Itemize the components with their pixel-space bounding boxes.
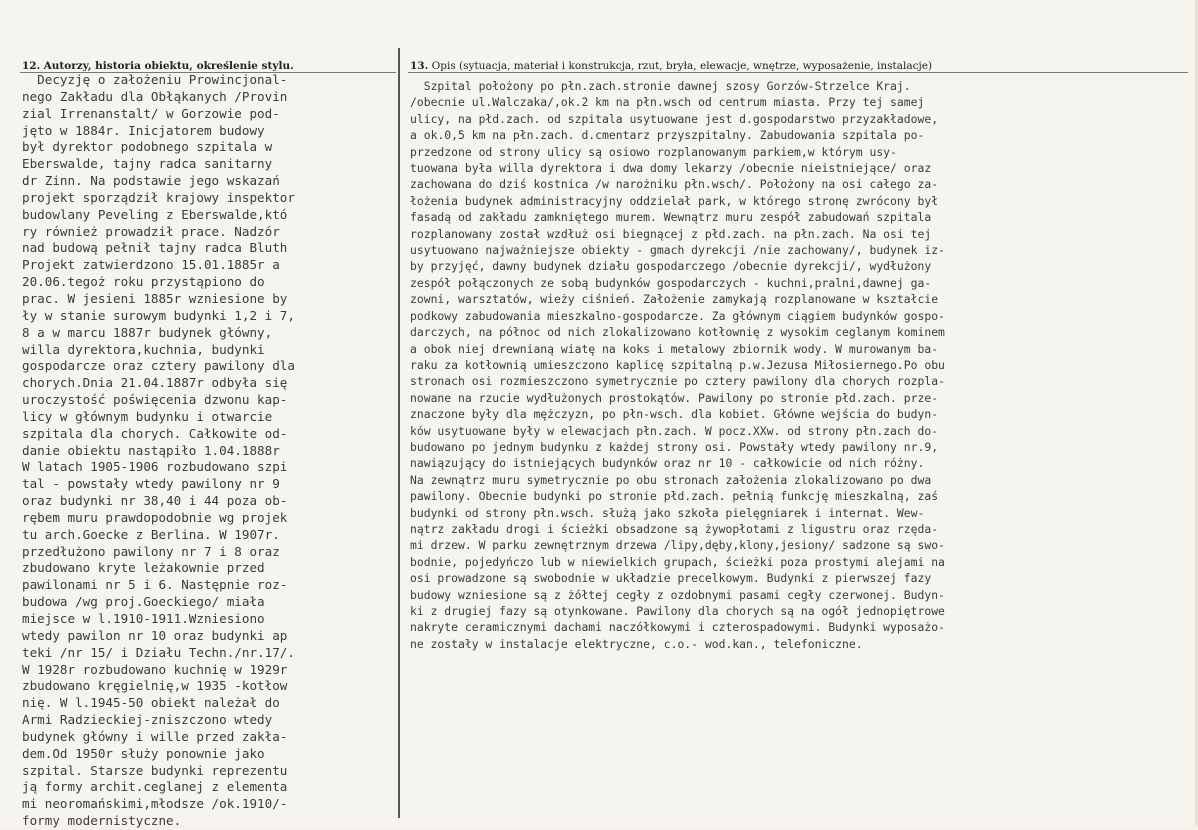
- description-line: zachowana do dziś kostnica /w narożniku płn.wsch/. Położony na osi całego za-: [410, 177, 939, 192]
- description-line: budynki od strony płn.wsch. służą jako szkoła pielęgniarek i internat. Wew-: [410, 505, 925, 520]
- description-line: łożenia budynek administracyjny oddzielał park, w którego stronę zwrócony był: [410, 193, 939, 208]
- section-13-rule: [408, 72, 1188, 73]
- description-line: stronach osi rozmieszczono symetrycznie po cztery pawilony dla chorych rozpla-: [410, 374, 945, 389]
- history-line: mi neoromańskimi,młodsze /ok.1910/-: [22, 796, 288, 812]
- section-13-number: 13.: [410, 60, 429, 72]
- history-line: nię. W l.1945-50 obiekt należał do: [22, 695, 280, 711]
- description-line: fasadą od zakładu zamkniętego murem. Wewnątrz muru zespół zabudowań szpitala: [410, 210, 932, 225]
- column-divider: [398, 48, 400, 818]
- description-line: nowane na rzucie wydłużonych prostokątów. Pawilony po stronie płd.zach. prze-: [410, 390, 939, 405]
- description-line: przedzone od strony ulicy są osiowo rozplanowanym parkiem,w którym usy-: [410, 144, 897, 159]
- description-line: znaczone były dla mężczyzn, po płn-wsch. dla kobiet. Główne wejścia do budyn-: [410, 407, 939, 422]
- description-line: nakryte ceramicznymi dachami naczółkowymi i czterospadowymi. Budynki wyposażo-: [410, 620, 945, 635]
- description-line: pawilony. Obecnie budynki po stronie płd.zach. pełnią funkcję mieszkalną, zaś: [410, 489, 939, 504]
- section-12-header: [22, 60, 294, 72]
- history-line: budowlany Peveling z Eberswalde,któ: [22, 206, 288, 222]
- description-line: darczych, na północ od nich zlokalizowano kotłownię z wysokim ceglanym kominem: [410, 325, 945, 340]
- history-line: 8 a w marcu 1887r budynek główny,: [22, 324, 273, 340]
- section-12-title: Autorzy, historia obiektu, określenie stylu.: [43, 60, 294, 72]
- history-line: uroczystość poświęcenia dzwonu kap-: [22, 392, 288, 408]
- description-line: usytuowano najważniejsze obiekty - gmach dyrekcji /nie zachowany/, budynek iz-: [410, 243, 945, 258]
- history-line: budowa /wg proj.Goeckiego/ miała: [22, 594, 265, 610]
- description-line: osi prowadzone są swobodnie w układzie precelkowym. Budynki z pierwszej fazy: [410, 571, 932, 586]
- history-line: zbudowano kręgielnię,w 1935 -kotłow: [22, 678, 288, 694]
- description-line: nątrz zakładu drogi i ścieżki obsadzone są żywopłotami z ligustru oraz rzędа-: [410, 521, 939, 536]
- history-line: miejsce w l.1910-1911.Wzniesiono: [22, 611, 265, 626]
- history-line: nad budową pełnił tajny radca Bluth: [22, 240, 288, 256]
- history-line: chorych.Dnia 21.04.1887r odbyła się: [22, 375, 288, 391]
- description-line: Na zewnątrz muru symetrycznie po obu stronach założenia zlokalizowano po dwa: [410, 472, 932, 487]
- section-13-header: [410, 60, 932, 72]
- description-line: tuowana była willa dyrektora i dwa domy lekarzy /obecnie nieistniejące/ oraz: [410, 161, 932, 176]
- history-line: Eberswalde, tajny radca sanitarny: [22, 156, 273, 172]
- description-line: zowni, warsztatów, wieży ciśnień. Założenie zamykają rozplanowane w kształcie: [410, 292, 939, 307]
- history-line: zbudowano kryte leżakownie przed: [22, 560, 265, 576]
- history-line: prac. W jesieni 1885r wzniesione by: [22, 290, 288, 306]
- description-line: raku za kotłownią umieszczono kaplicę szpitalną p.w.Jezusa Miłosiernego.Po obu: [410, 357, 945, 372]
- history-line: przedłużono pawilony nr 7 i 8 oraz: [22, 543, 280, 559]
- history-line: danie obiektu nastąpiło 1.04.1888r: [22, 442, 280, 458]
- description-line: by przyjęć, dawny budynek działu gospodarczego /obecnie dyrekcji/, wydłużony: [410, 259, 932, 274]
- description-line: ne zostały w instalacje elektryczne, c.o.- wod.kan., telefoniczne.: [410, 636, 863, 651]
- description-line: podkowy zabudowania mieszkalno-gospodarcze. Za głównym ciągiem budynków gospo-: [410, 308, 945, 323]
- description-line: budowy wzniesione są z żółtej cegły z ozdobnymi pasami cegły czerwonej. Budyn-: [410, 587, 945, 602]
- description-line: ków usytuowane były w elewacjach płn.zach. W pocz.XXw. od strony płn.zach do-: [410, 423, 939, 438]
- description-line: Szpital położony po płn.zach.stronie dawnej szosy Gorzów-Strzelce Kraj.: [410, 79, 911, 93]
- history-line: W 1928r rozbudowano kuchnię w 1929r: [22, 661, 288, 677]
- description-line: zespół połączonych ze sobą budynków gospodarczych - kuchni,pralni,dawnej ga-: [410, 275, 932, 290]
- history-line: 20.06.tegoż roku przystąpiono do: [22, 274, 265, 290]
- history-line: nego Zakładu dla Obłąkanych /Provin: [22, 88, 288, 104]
- history-line: oraz budynki nr 38,40 i 44 poza ob-: [22, 493, 288, 509]
- history-line: formy modernistyczne.: [22, 813, 182, 829]
- description-line: ulicy, na płd.zach. od szpitala usytuowane jest d.gospodarstwo przyzakładowe,: [410, 111, 939, 126]
- history-line: ry również prowadził prace. Nadzór: [22, 223, 280, 239]
- description-line: nawiązujący do istniejących budynków oraz nr 10 - całkowicie od nich różny.: [410, 456, 925, 471]
- description-line: a ok.0,5 km na płn.zach. d.cmentarz przyszpitalny. Zabudowania szpitala po-: [410, 128, 925, 143]
- history-line: wtedy pawilon nr 10 oraz budynki ap: [22, 627, 288, 643]
- history-line: dr Zinn. Na podstawie jego wskazań: [22, 173, 280, 189]
- section-12-number: 12.: [22, 60, 41, 72]
- history-line: projekt sporządził krajowy inspektor: [22, 189, 295, 205]
- description-line: /obecnie ul.Walczaka/,ok.2 km na płn.wsch od centrum miasta. Przy tej samej: [410, 95, 925, 110]
- history-typed-text: [22, 72, 295, 830]
- history-line: szpital. Starsze budynki reprezentu: [22, 762, 288, 778]
- history-line: jęto w 1884r. Inicjatorem budowy: [22, 122, 265, 138]
- description-typed-text: [410, 78, 945, 652]
- history-line: W latach 1905-1906 rozbudowano szpi: [22, 459, 288, 475]
- description-line: bodnie, pojedyńczo lub w niewielkich grupach, ścieżki poza prostymi alejami na: [410, 554, 945, 569]
- section-13-title: Opis (sytuacja, materiał i konstrukcja, rzut, bryła, elewacje, wnętrze, wyposażenie, instalacje): [431, 60, 933, 72]
- history-line: tu arch.Goecke z Berlina. W 1907r.: [22, 526, 280, 542]
- history-line: ją formy archit.ceglanej z elementa: [22, 779, 288, 795]
- history-line: tal - powstały wtedy pawilony nr 9: [22, 476, 280, 492]
- history-line: teki /nr 15/ i Działu Techn./nr.17/.: [22, 644, 295, 660]
- history-line: Armi Radzieckiej-zniszczono wtedy: [22, 712, 273, 728]
- history-line: rębem muru prawdopodobnie wg projek: [22, 509, 288, 525]
- description-line: mi drzew. W parku zewnętrznym drzewa /lipy,dęby,klony,jesiony/ sadzone są swo-: [410, 538, 945, 553]
- history-line: pawilonami nr 5 i 6. Następnie roz-: [22, 577, 288, 593]
- history-line: Decyzję o założeniu Prowincjonal-: [22, 72, 288, 87]
- history-line: gospodarcze oraz cztery pawilony dla: [22, 358, 295, 374]
- history-line: był dyrektor podobnego szpitala w: [22, 139, 273, 155]
- description-line: budowano po jednym budynku z każdej strony osi. Powstały wtedy pawilony nr.9,: [410, 439, 939, 454]
- history-line: licy w głównym budynku i otwarcie: [22, 408, 273, 424]
- description-line: ki z drugiej fazy są otynkowane. Pawilony dla chorych są na ogół jednopiętrowe: [410, 604, 945, 618]
- history-line: budynek główny i wille przed zakła-: [22, 728, 288, 744]
- history-line: willa dyrektora,kuchnia, budynki: [22, 341, 265, 357]
- history-line: dem.Od 1950r służy ponownie jako: [22, 745, 265, 761]
- history-line: Projekt zatwierdzono 15.01.1885r a: [22, 257, 280, 273]
- history-line: zial Irrenanstalt/ w Gorzowie pod-: [22, 105, 280, 121]
- description-line: a obok niej drewnianą wiatę na koks i metalowy zbiornik wody. W murowanym ba-: [410, 341, 939, 356]
- description-line: rozplanowany został wzdłuż osi biegnącej z płd.zach. na płn.zach. Na osi tej: [410, 226, 932, 241]
- history-line: szpitala dla chorych. Całkowite od-: [22, 425, 288, 441]
- history-line: ły w stanie surowym budynki 1,2 i 7,: [22, 307, 295, 323]
